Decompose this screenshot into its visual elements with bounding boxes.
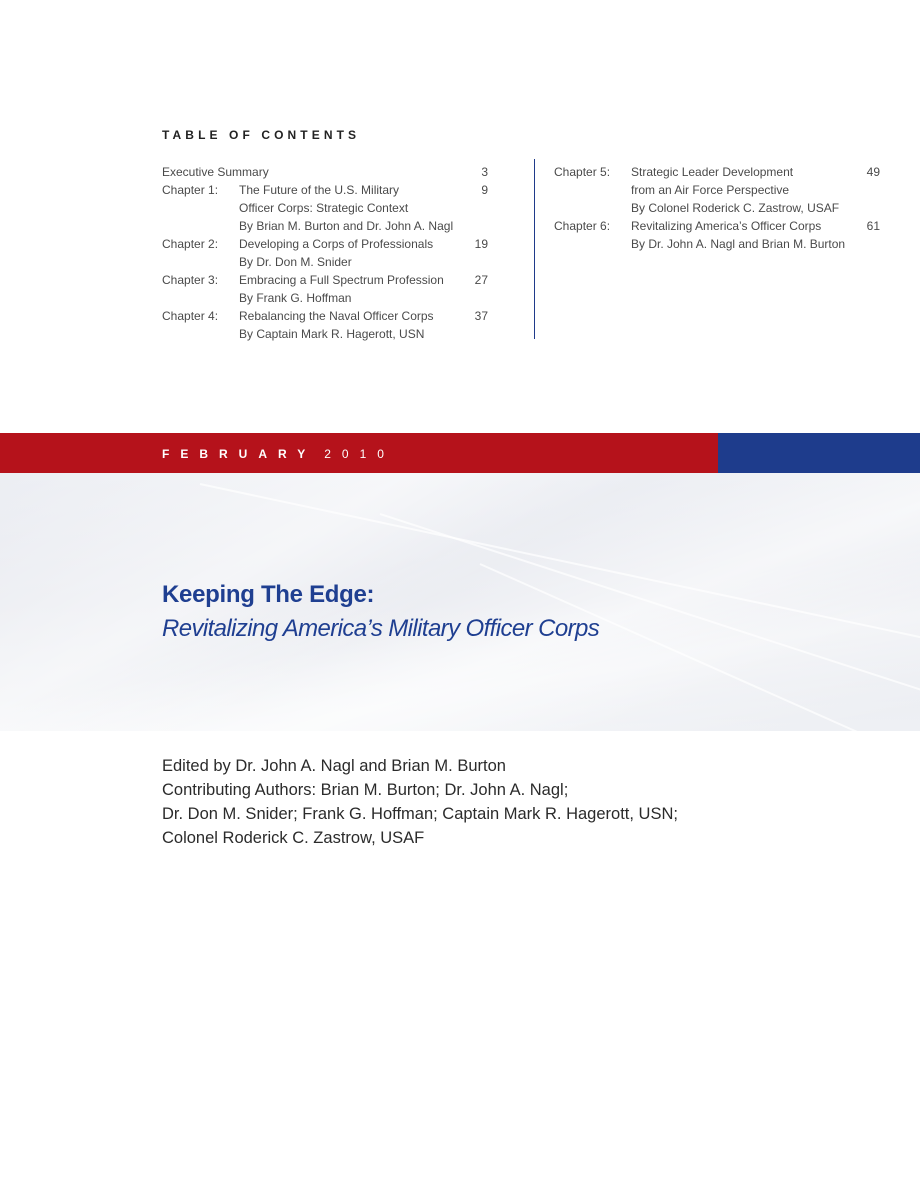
credits-block (162, 754, 678, 850)
toc-entry-title: Revitalizing America’s Officer Corps (631, 219, 822, 233)
toc-entry-title: By Frank G. Hoffman (239, 291, 352, 305)
date-banner-blue (718, 433, 920, 473)
toc-entry (162, 325, 488, 343)
toc-entry (162, 163, 488, 181)
toc-heading: TABLE OF CONTENTS (162, 128, 361, 142)
toc-entry-title: By Colonel Roderick C. Zastrow, USAF (631, 201, 840, 215)
toc-entry (554, 163, 880, 181)
toc-chapter-number: Chapter 6: (554, 219, 611, 233)
credits-line: Colonel Roderick C. Zastrow, USAF (162, 829, 425, 847)
toc-page-number: 3 (481, 165, 488, 179)
toc-entry (162, 235, 488, 253)
toc-chapter-number: Chapter 4: (162, 309, 219, 323)
toc-page-number: 49 (866, 165, 880, 179)
toc-entry (554, 181, 880, 199)
toc-entry-title: By Brian M. Burton and Dr. John A. Nagl (239, 219, 454, 233)
toc-entry (554, 235, 880, 253)
toc-entry (162, 289, 488, 307)
report-subtitle: Revitalizing America’s Military Officer Corps (162, 615, 600, 642)
toc-entry-title: By Captain Mark R. Hagerott, USN (239, 327, 425, 341)
toc-entry-title: Embracing a Full Spectrum Profession (239, 273, 444, 287)
toc-page-number: 27 (474, 273, 488, 287)
toc-entry (162, 181, 488, 199)
toc-entry (162, 217, 488, 235)
toc-entry (162, 199, 488, 217)
credits-line: Edited by Dr. John A. Nagl and Brian M. Burton (162, 757, 506, 775)
toc-page-number: 19 (474, 237, 488, 251)
toc-entry-title: By Dr. John A. Nagl and Brian M. Burton (631, 237, 846, 251)
toc-entry-title: Officer Corps: Strategic Context (239, 201, 409, 215)
toc-page-number: 37 (474, 309, 488, 323)
publication-month: FEBRUARY (162, 447, 317, 461)
toc-entry-title: from an Air Force Perspective (631, 183, 790, 197)
toc-entry (162, 307, 488, 325)
toc-entry-title: Strategic Leader Development (631, 165, 794, 179)
toc-entry-title: Developing a Corps of Professionals (239, 237, 434, 251)
toc-chapter-number: Chapter 2: (162, 237, 219, 251)
toc-entry (162, 253, 488, 271)
toc-entry-title: Rebalancing the Naval Officer Corps (239, 309, 434, 323)
toc-entry (554, 217, 880, 235)
toc-chapter-number: Chapter 1: (162, 183, 219, 197)
toc-page-number: 61 (866, 219, 880, 233)
toc-chapter-number: Chapter 3: (162, 273, 219, 287)
publication-year: 2010 (324, 447, 395, 461)
toc-chapter-number: Chapter 5: (554, 165, 611, 179)
publication-date (162, 447, 395, 461)
toc-entry-title: The Future of the U.S. Military (239, 183, 400, 197)
toc-page-number: 9 (481, 183, 488, 197)
hero-panel (0, 473, 920, 731)
toc-entry (554, 199, 880, 217)
toc-entry (162, 271, 488, 289)
toc-left-column (162, 163, 488, 343)
credits-line: Dr. Don M. Snider; Frank G. Hoffman; Captain Mark R. Hagerott, USN; (162, 805, 678, 823)
report-title: Keeping The Edge: (162, 581, 375, 608)
credits-line: Contributing Authors: Brian M. Burton; Dr. John A. Nagl; (162, 781, 569, 799)
toc-divider (534, 159, 535, 339)
toc-entry-title: By Dr. Don M. Snider (239, 255, 352, 269)
toc-entry-title: Executive Summary (162, 165, 269, 179)
toc-right-column (554, 163, 880, 253)
